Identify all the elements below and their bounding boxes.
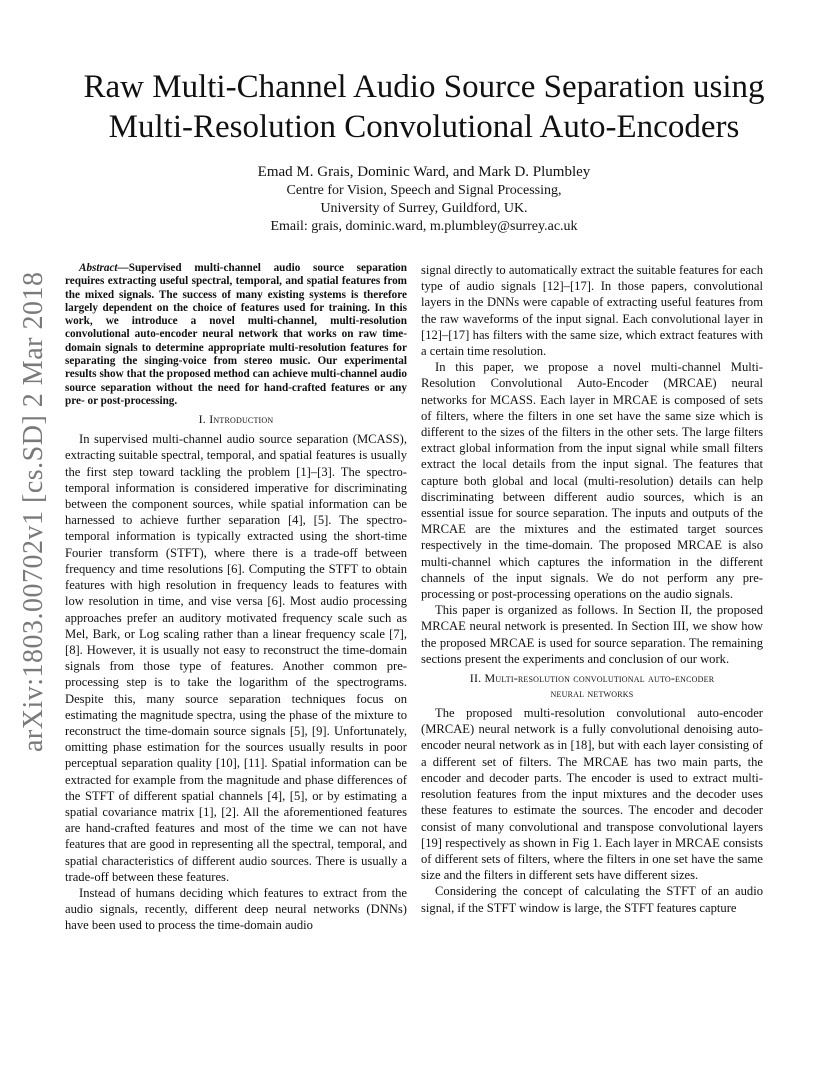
section-heading-mrcae-line-1: II. Multi-resolution convolutional auto-encoder (469, 671, 715, 686)
author-names: Emad M. Grais, Dominic Ward, and Mark D. Plumbley (257, 164, 591, 180)
title-line-2: Multi-Resolution Convolutional Auto-Encoders (108, 109, 740, 145)
intro-paragraph-1: In supervised multi-channel audio source separation (MCASS), extracting suitable spectral, temporal, and spatial features is usually the first step toward tackling the problem [1]–[3]. The spectro-temporal information is considered imperative for discriminating between the component sources, while spatial information can be harnessed to achieve further separation [4], [5]. The spectro-temporal information is typically extracted using the short-time Fourier transform (STFT), where there is a trade-off between frequency and time resolutions [6]. Computing the STFT to obtain features with high resolution in frequency leads to features with low resolution in time, and vise versa [6]. Most audio processing approaches prefer an auditory motivated frequency scale such as Mel, Bark, or Log scaling rather than a linear frequency scale [7], [8]. However, it is usually not easy to reconstruct the time-domain signals from those type of features. Another common pre-processing step is to take the logarithm of the spectrograms. Despite this, many source separation techniques focus on estimating the magnitude spectra, using the phase of the mixture to reconstruct the time-domain source signals [5], [9]. Unfortunately, omitting phase estimation for the sources usually results in poor perceptual separation quality [10], [11]. Spatial information can be extracted for example from the magnitude and phase differences of the STFT of different spatial channels [4], [5], or by estimating a spatial covariance matrix [1], [2]. All the aforementioned features are hand-crafted features and most of the time we can not have features that are good in representing all the spectral, temporal, and spatial characteristics of different audio sources. There is usually a trade-off between these features. (65, 432, 407, 884)
section2-paragraph-1: The proposed multi-resolution convolutional auto-encoder (MRCAE) neural network is a fully convolutional denoising auto-encoder neural network as in [18], but with each layer consisting of a different set of filters. The MRCAE has two main parts, the encoder and decoder parts. The encoder is used to extract multi-resolution features from the input mixtures and the decoder uses these features to estimate the sources. The encoder and decoder consist of many convolutional and transpose convolutional layers [19] respectively as shown in Fig 1. Each layer in MRCAE consists of different sets of filters, where the filters in one set have the same size and the filters in different sets have different sizes. (421, 706, 763, 883)
arxiv-side-stamp: arXiv:1803.00702v1 [cs.SD] 2 Mar 2018 (18, 271, 49, 752)
left-column (65, 262, 407, 934)
affiliation-line-1: Centre for Vision, Speech and Signal Processing, (286, 183, 562, 198)
intro-paragraph-4: In this paper, we propose a novel multi-channel Multi-Resolution Convolutional Auto-Encoder (MRCAE) neural networks for MCASS. Each layer in MRCAE is composed of sets of filters, where the filters in one set have the same size which is different to the sizes of the filters in the other sets. The large filters extract global information from the input signal while small filters extract the local details from the input signal. The features that capture both global and local (multi-resolution) details can help discriminating between different audio sources, which is an essential issue for source separation. The inputs and outputs of the MRCAE are the mixtures and the estimated target sources respectively in the time-domain. The proposed MRCAE is also multi-channel which captures the information in the different channels of the input signals. We do not perform any pre-processing or post-processing operations on the audio signals. (421, 360, 763, 602)
intro-paragraph-5: This paper is organized as follows. In Section II, the proposed MRCAE neural network is presented. In Section III, we show how the proposed MRCAE is used for source separation. The remaining sections present the experiments and conclusion of our work. (421, 603, 763, 666)
right-column (421, 262, 763, 916)
intro-paragraph-2: Instead of humans deciding which features to extract from the audio signals, recently, different deep neural networks (DNNs) have been used to process the time-domain audio (65, 885, 407, 933)
section-heading-mrcae-line-2: neural networks (550, 686, 634, 701)
section-heading-mrcae (421, 671, 763, 701)
abstract-text: —Supervised multi-channel audio source separation requires extracting useful spectral, temporal, and spatial features from the mixed signals. The success of many existing systems is therefore largely dependent on the choice of features used for training. In this work, we introduce a novel multi-channel, multi-resolution convolutional auto-encoder neural network that works on raw time-domain signals to determine appropriate multi-resolution features for separating the singing-voice from stereo music. Our experimental results show that the proposed method can achieve multi-channel audio source separation without the need for hand-crafted features or any pre- or post-processing. (65, 262, 407, 407)
paper-title (40, 67, 808, 147)
author-block (40, 163, 808, 236)
abstract (65, 262, 407, 408)
intro-paragraph-3-cont: signal directly to automatically extract the suitable features for each type of audio signals [12]–[17]. In those papers, convolutional layers in the DNNs were capable of extracting useful features from the raw waveforms of the input signal. Each convolutional layer in [12]–[17] has filters with the same size, which extract features with a certain time resolution. (421, 263, 763, 359)
section2-paragraph-2: Considering the concept of calculating the STFT of an audio signal, if the STFT window is large, the STFT features capture (421, 884, 763, 915)
title-line-1: Raw Multi-Channel Audio Source Separation using (83, 69, 765, 105)
affiliation-line-2: University of Surrey, Guildford, UK. (320, 201, 528, 216)
section-heading-introduction: I. Introduction (198, 412, 274, 427)
author-email: Email: grais, dominic.ward, m.plumbley@surrey.ac.uk (270, 219, 578, 234)
abstract-lead: Abstract (79, 262, 118, 274)
